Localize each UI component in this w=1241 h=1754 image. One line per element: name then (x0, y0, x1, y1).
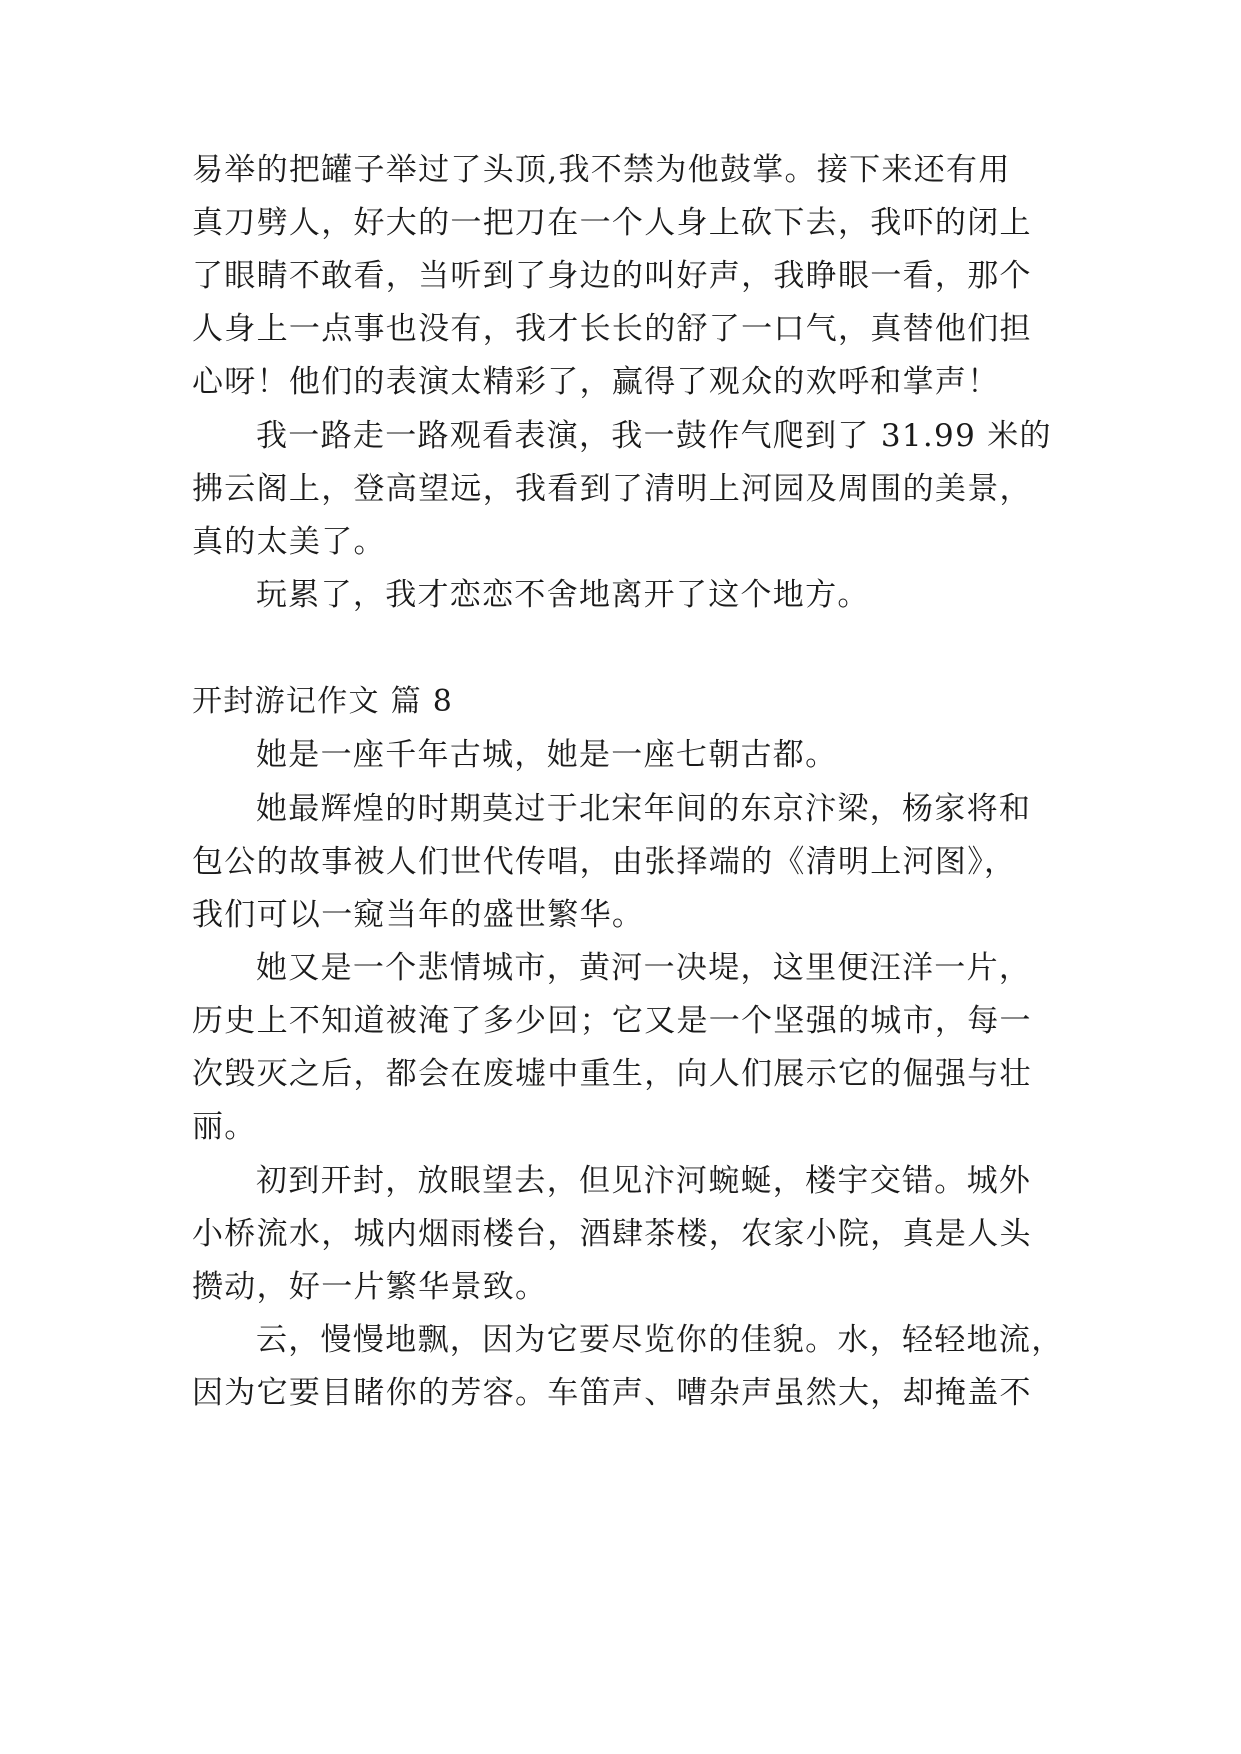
text-line: 因为它要目睹你的芳容。车笛声、嘈杂声虽然大，却掩盖不 (192, 1375, 1032, 1411)
text-line: 心呀！他们的表演太精彩了，赢得了观众的欢呼和掌声！ (192, 364, 1000, 400)
text-line: 初到开封，放眼望去，但见汴河蜿蜒，楼宇交错。城外 (256, 1163, 1032, 1199)
text-line: 我一路走一路观看表演，我一鼓作气爬到了 31.99 米的 (256, 418, 1052, 454)
section-heading: 开封游记作文 篇 8 (192, 684, 454, 719)
text-line: 易举的把罐子举过了头顶,我不禁为他鼓掌。接下来还有用 (192, 152, 1011, 188)
text-line: 真的太美了。 (192, 524, 386, 560)
text-line: 她又是一个悲情城市，黄河一决堤，这里便汪洋一片， (256, 950, 1032, 986)
text-line: 我们可以一窥当年的盛世繁华。 (192, 897, 645, 933)
text-line: 人身上一点事也没有，我才长长的舒了一口气，真替他们担 (192, 311, 1032, 347)
text-line: 攒动，好一片繁华景致。 (192, 1269, 548, 1305)
text-line: 她最辉煌的时期莫过于北宋年间的东京汴梁，杨家将和 (256, 791, 1032, 827)
text-line: 玩累了，我才恋恋不舍地离开了这个地方。 (256, 577, 870, 613)
text-line: 小桥流水，城内烟雨楼台，酒肆茶楼，农家小院，真是人头 (192, 1216, 1032, 1252)
text-line: 包公的故事被人们世代传唱，由张择端的《清明上河图》， (192, 844, 1017, 880)
text-line: 真刀劈人，好大的一把刀在一个人身上砍下去，我吓的闭上 (192, 205, 1032, 241)
text-line: 历史上不知道被淹了多少回；它又是一个坚强的城市，每一 (192, 1003, 1032, 1039)
text-line: 了眼睛不敢看，当听到了身边的叫好声，我睁眼一看，那个 (192, 258, 1032, 294)
text-line: 次毁灭之后，都会在废墟中重生，向人们展示它的倔强与壮 (192, 1056, 1032, 1092)
text-line: 云，慢慢地飘，因为它要尽览你的佳貌。水，轻轻地流， (256, 1322, 1064, 1358)
text-line: 丽。 (192, 1109, 257, 1145)
text-line: 拂云阁上，登高望远，我看到了清明上河园及周围的美景， (192, 471, 1032, 507)
text-line: 她是一座千年古城，她是一座七朝古都。 (256, 737, 838, 773)
